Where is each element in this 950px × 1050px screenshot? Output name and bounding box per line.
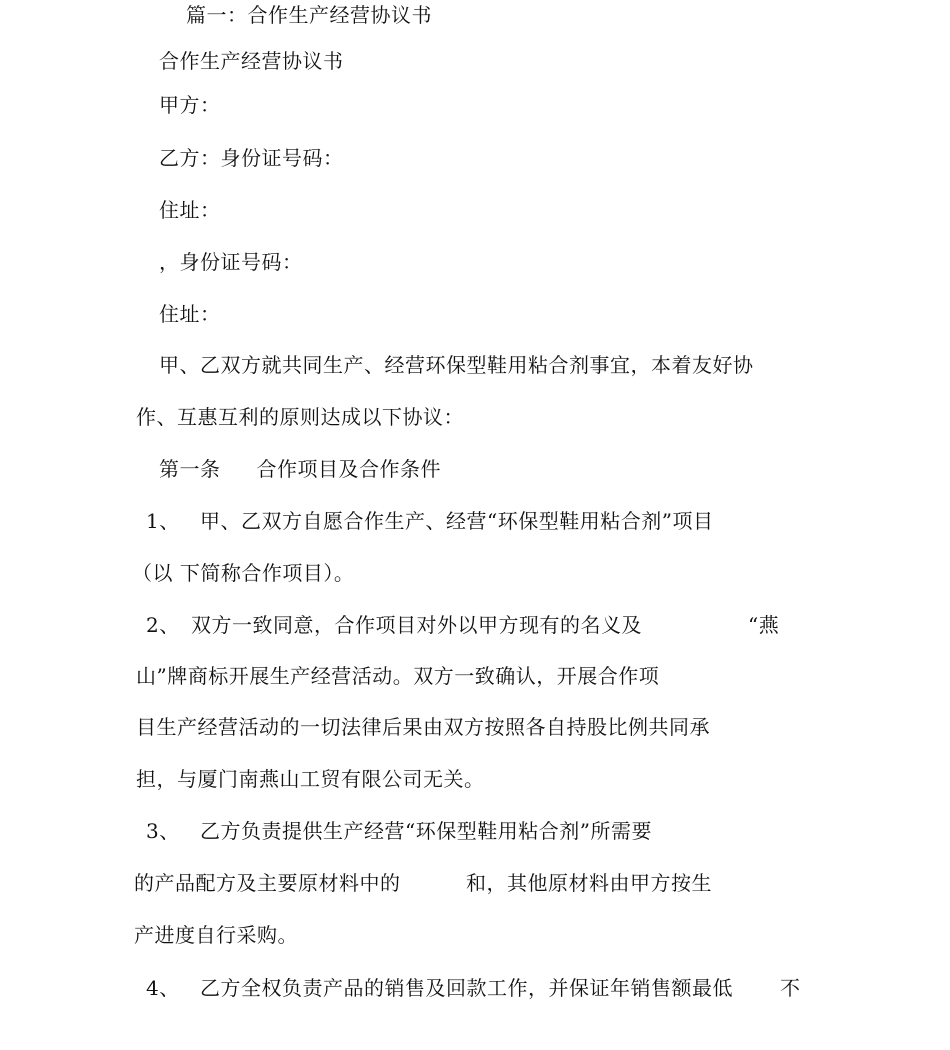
address-line-2: 住址： <box>159 302 221 326</box>
intro-line-2: 作、互惠互利的原则达成以下协议： <box>136 405 464 429</box>
clause-1-line-2: （以 下简称合作项目）。 <box>132 561 355 585</box>
section-heading: 篇一：合作生产经营协议书 <box>186 3 432 27</box>
intro-line-1: 甲、乙双方就共同生产、经营环保型鞋用粘合剂事宜，本着友好协 <box>159 353 754 377</box>
clause-4-line-1: 乙方全权负责产品的销售及回款工作，并保证年销售额最低 <box>200 976 733 1000</box>
clause-4-line-1-tail: 不 <box>780 976 801 1000</box>
address-line-1: 住址： <box>159 198 221 222</box>
clause-2-line-3: 目生产经营活动的一切法律后果由双方按照各自持股比例共同承 <box>136 715 710 739</box>
clause-3-line-2-tail: 和，其他原材料由甲方按生 <box>466 871 712 895</box>
article-1-title: 合作项目及合作条件 <box>256 457 441 481</box>
clause-2-number: 2、 <box>146 613 180 637</box>
clause-3-line-1: 乙方负责提供生产经营“环保型鞋用粘合剂”所需要 <box>200 819 652 843</box>
clause-1-number: 1、 <box>146 509 180 533</box>
clause-4-number: 4、 <box>146 976 180 1000</box>
clause-3-line-2: 的产品配方及主要原材料中的 <box>134 871 401 895</box>
clause-2-line-2: 山”牌商标开展生产经营活动。双方一致确认，开展合作项 <box>136 664 660 688</box>
clause-1-line-1: 甲、乙双方自愿合作生产、经营“环保型鞋用粘合剂”项目 <box>200 509 714 533</box>
clause-3-line-3: 产进度自行采购。 <box>134 923 298 947</box>
clause-2-line-1-tail: “燕 <box>748 613 780 637</box>
clause-2-line-1: 双方一致同意，合作项目对外以甲方现有的名义及 <box>191 613 642 637</box>
article-1-heading <box>159 456 441 482</box>
party-b-line: 乙方：身份证号码： <box>159 146 344 170</box>
document-title: 合作生产经营协议书 <box>159 49 344 73</box>
party-a-line: 甲方： <box>159 93 221 117</box>
article-1-label: 第一条 <box>159 457 221 481</box>
clause-2-line-4: 担，与厦门南燕山工贸有限公司无关。 <box>136 767 485 791</box>
id-number-line: ，身份证号码： <box>159 250 303 274</box>
clause-3-number: 3、 <box>146 819 180 843</box>
